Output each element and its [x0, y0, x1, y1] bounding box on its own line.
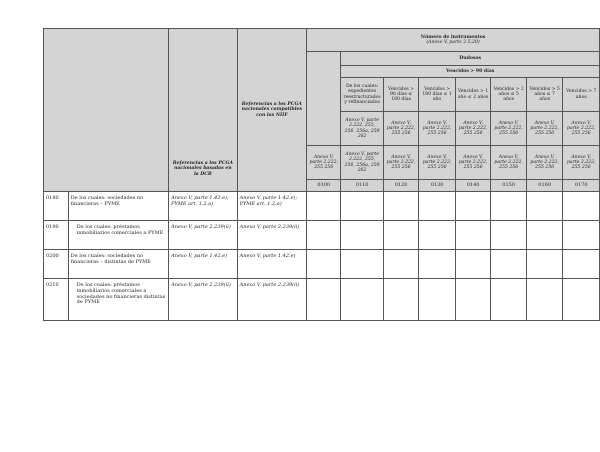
col-code-0120: 0120: [383, 180, 419, 192]
data-cell[interactable]: [341, 250, 383, 279]
numero-title: Número de instrumentos: [420, 34, 486, 40]
data-cell[interactable]: [419, 250, 456, 279]
row-label: De los cuales: sociedades no financieras – PYME: [68, 192, 168, 221]
subcol-dcb-0160: Anexo V, parte 2.222, 255 256: [526, 146, 563, 180]
table-row: [44, 221, 600, 250]
col-code-0160: 0160: [526, 180, 563, 192]
data-cell[interactable]: [307, 221, 341, 250]
header-ref-dcb: [169, 29, 238, 192]
data-cell[interactable]: [526, 192, 563, 221]
header-ref-niif: [237, 29, 306, 192]
table-row: [44, 192, 600, 221]
data-cell[interactable]: [563, 192, 600, 221]
data-cell[interactable]: [563, 250, 600, 279]
col-code-0150: 0150: [491, 180, 527, 192]
row-ref-dcb: Anexo V, parte 2.239(ii): [169, 279, 238, 321]
data-cell[interactable]: [419, 192, 456, 221]
data-cell[interactable]: [526, 279, 563, 321]
data-cell[interactable]: [491, 250, 527, 279]
data-cell[interactable]: [526, 250, 563, 279]
data-cell[interactable]: [383, 221, 419, 250]
subcol-dcb-0120: Anexo V, parte 2.222, 255 256: [383, 146, 419, 180]
data-cell[interactable]: [491, 221, 527, 250]
col-code-0100: 0100: [307, 180, 341, 192]
subcol-dcb-0110: Anexo V, parte 2.222, 255, 256, 256a, 259 262: [341, 146, 383, 180]
table-row: [44, 250, 600, 279]
subcol-dcb-0130: Anexo V, parte 2.222, 255 256: [419, 146, 456, 180]
subcol-label-0110: De los cuales: expedientes reestructurados y refinanciados: [341, 78, 383, 112]
data-cell[interactable]: [419, 279, 456, 321]
subcol-niif-0150: Anexo V, parte 2.222, 255 256: [491, 112, 527, 146]
table-row: [44, 279, 600, 321]
subcol-niif-0160: Anexo V, parte 2.222, 255 256: [526, 112, 563, 146]
data-cell[interactable]: [455, 192, 491, 221]
row-label: De los cuales: préstamos inmobiliarios comerciales a PYME: [68, 221, 168, 250]
data-cell[interactable]: [491, 192, 527, 221]
data-cell[interactable]: [491, 279, 527, 321]
row-ref-niif: Anexo V, parte 2.239(ii): [237, 279, 306, 321]
subcol-niif-0110: Anexo V, parte 2.222, 255, 256, 256a, 259 262: [341, 112, 383, 146]
first-col-ref: Anexo V, parte 2.222, 255 256: [307, 146, 341, 180]
header-vencidos: Vencidos > 90 días: [341, 66, 600, 78]
data-cell[interactable]: [455, 250, 491, 279]
subcol-niif-0140: Anexo V, parte 2.222, 255 256: [455, 112, 491, 146]
data-cell[interactable]: [526, 221, 563, 250]
row-ref-niif: Anexo V, parte 2.239(ii): [237, 221, 306, 250]
data-cell[interactable]: [455, 221, 491, 250]
subcol-dcb-0140: Anexo V, parte 2.222, 255 256: [455, 146, 491, 180]
row-code: 0180: [44, 192, 69, 221]
data-cell[interactable]: [383, 250, 419, 279]
col-code-0140: 0140: [455, 180, 491, 192]
data-cell[interactable]: [341, 279, 383, 321]
subcol-dcb-0150: Anexo V, parte 2.222, 255 256: [491, 146, 527, 180]
data-cell[interactable]: [419, 221, 456, 250]
row-ref-dcb: Anexo V, parte 1.42.e); PYME art. 1.2.a): [169, 192, 238, 221]
row-label: De los cuales: sociedades no financieras – distintas de PYME: [68, 250, 168, 279]
subcol-dcb-0170: Anexo V, parte 2.222, 255 256: [563, 146, 600, 180]
data-table: [43, 28, 600, 321]
data-cell[interactable]: [455, 279, 491, 321]
row-ref-dcb: Anexo V, parte 1.42.e): [169, 250, 238, 279]
data-cell[interactable]: [307, 279, 341, 321]
data-cell[interactable]: [341, 192, 383, 221]
header-dudosos: Dudosos: [341, 52, 600, 66]
subcol-niif-0170: Anexo V, parte 2.222, 255 256: [563, 112, 600, 146]
subcol-niif-0130: Anexo V, parte 2.222, 255 256: [419, 112, 456, 146]
row-ref-niif: Anexo V, parte 1.42.e); PYME art. 1.2.a): [237, 192, 306, 221]
subcol-label-0140: Vencidos > 1 año ≤ 2 años: [455, 78, 491, 112]
corner-cell: [44, 29, 169, 192]
header-ref-niif-text: Referencias a los PCGA nacionales compatibles con las NIIF: [241, 102, 303, 118]
col-code-0170: 0170: [563, 180, 600, 192]
subcol-label-0150: Vencidos > 2 años ≤ 5 años: [491, 78, 527, 112]
row-ref-niif: Anexo V, parte 1.42.e): [237, 250, 306, 279]
subcol-label-0120: Vencidos > 90 días ≤ 180 días: [383, 78, 419, 112]
data-cell[interactable]: [563, 279, 600, 321]
numero-ref: (Anexo V, parte 2.5.20): [426, 40, 480, 45]
subcol-niif-0120: Anexo V, parte 2.222, 255 256: [383, 112, 419, 146]
data-cell[interactable]: [307, 250, 341, 279]
data-cell[interactable]: [341, 221, 383, 250]
col-code-0110: 0110: [341, 180, 383, 192]
row-code: 0210: [44, 279, 69, 321]
subcol-label-0130: Vencidos > 180 días ≤ 1 año: [419, 78, 456, 112]
row-ref-dcb: Anexo V, parte 2.239(ii): [169, 221, 238, 250]
row-code: 0200: [44, 250, 69, 279]
data-cell[interactable]: [383, 279, 419, 321]
header-numero-instrumentos: [307, 29, 600, 52]
table-frame: [43, 28, 600, 321]
row-code: 0190: [44, 221, 69, 250]
col-code-0130: 0130: [419, 180, 456, 192]
header-ref-dcb-text: Referencias a los PCGA nacionales basadas en la DCB: [172, 161, 233, 177]
data-cell[interactable]: [563, 221, 600, 250]
data-cell[interactable]: [307, 192, 341, 221]
subcol-label-0170: Vencidos > 7 años: [563, 78, 600, 112]
first-col-blank: [307, 52, 341, 146]
row-label: De los cuales: préstamos inmobiliarios comerciales a sociedades no financieras distintas de PYME: [68, 279, 168, 321]
data-cell[interactable]: [383, 192, 419, 221]
subcol-label-0160: Vencidos > 5 años ≤ 7 años: [526, 78, 563, 112]
